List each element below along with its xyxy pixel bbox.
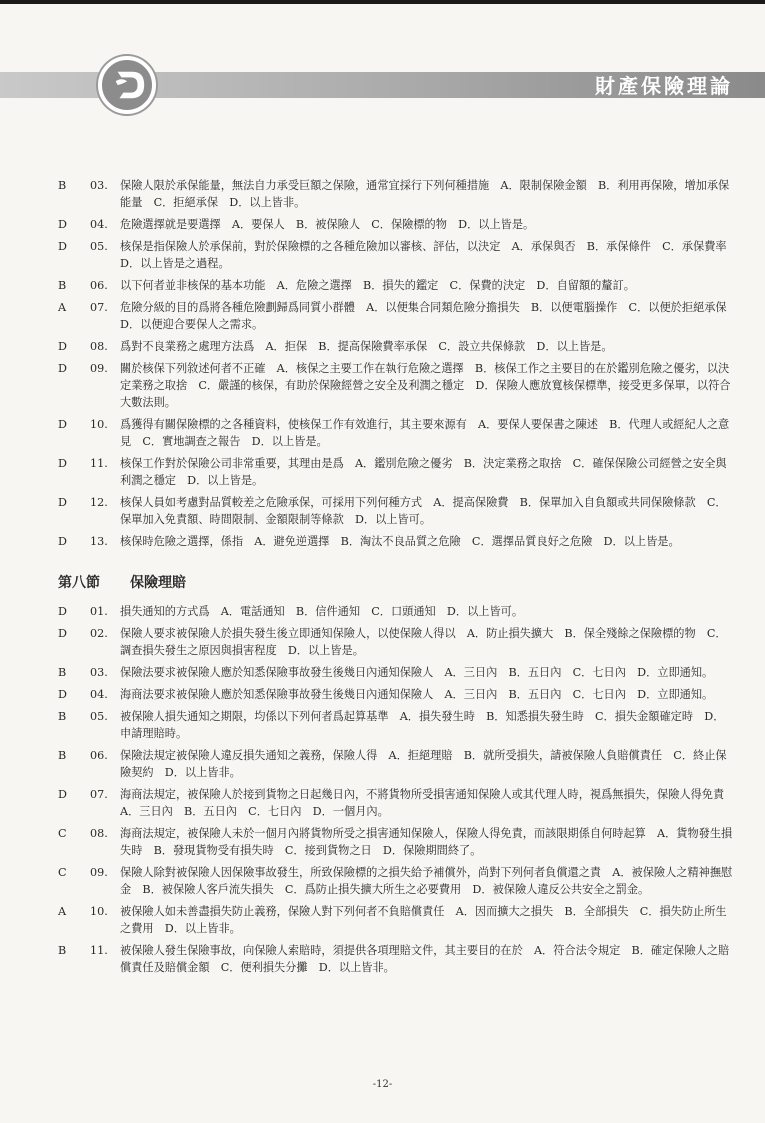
answer-key: D: [58, 457, 67, 470]
question-item: [58, 455, 734, 489]
question-item: [58, 338, 734, 355]
question-text: 關於核保下列敘述何者不正確 A．核保之主要工作在執行危險之選擇 B．核保工作之主要目的在於鑑別危險之優劣，以決定業務之取捨 C．嚴謹的核保，有助於保險經營之安全及利潤之穩定 D．保險人應放寬核保標準，接受更多保單，以符合大數法則。: [120, 362, 731, 409]
question-number: 11.: [90, 944, 108, 957]
answer-key: D: [58, 418, 67, 431]
question-number: 03.: [90, 666, 108, 679]
question-item: [58, 603, 734, 620]
answer-key: C: [58, 827, 67, 840]
question-item: [58, 299, 738, 333]
question-number: 12.: [90, 496, 108, 509]
answer-key: D: [58, 535, 67, 548]
question-number: 09.: [90, 362, 108, 375]
question-text: 損失通知的方式爲 A．電話通知 B．信件通知 C．口頭通知 D．以上皆可。: [120, 605, 524, 618]
answer-key: B: [58, 749, 67, 762]
question-text: 被保險人如未善盡損失防止義務，保險人對下列何者不負賠償責任 A．因而擴大之損失 B．全部損失 C．損失防止所生之費用 D．以上皆非。: [120, 905, 727, 935]
question-text: 被保險人損失通知之期限，均係以下列何者爲起算基準 A．損失發生時 B．知悉損失發生時 C．損失金額確定時 D．申請理賠時。: [120, 710, 725, 740]
answer-key: D: [58, 788, 67, 801]
question-item: [58, 494, 734, 528]
answer-key: B: [58, 179, 67, 192]
answer-key: C: [58, 866, 67, 879]
question-text: 海商法規定，被保險人未於一個月內將貨物所受之損害通知保險人，保險人得免責，而該限期係自何時起算 A．貨物發生損失時 B．發現貨物受有損失時 C．接到貨物之日 D．保險期間終了。: [120, 827, 733, 857]
question-number: 06.: [90, 279, 108, 292]
question-item: [58, 942, 734, 976]
dragon-logo-icon: [98, 56, 156, 114]
question-text: 核保人員如考慮對品質較差之危險承保，可採用下列何種方式 A．提高保險費 B．保單加入自負額或共同保險條款 C．保單加入免責額、時間限制、金額限制等條款 D．以上皆可。: [120, 496, 727, 526]
question-number: 13.: [90, 535, 108, 548]
question-list-part1: [58, 177, 738, 550]
question-text: 以下何者並非核保的基本功能 A．危險之選擇 B．損失的鑑定 C．保費的決定 D．自留額的釐訂。: [120, 279, 635, 292]
question-text: 海商法規定，被保險人於接到貨物之日起幾日內，不將貨物所受損害通知保險人或其代理人時，視爲無損失，保險人得免責 A．三日內 B．五日內 C．七日內 D．一個月內。: [120, 788, 736, 818]
section-number: 第八節: [58, 575, 100, 591]
question-item: [58, 664, 734, 681]
question-text: 爲獲得有關保險標的之各種資料，使核保工作有效進行，其主要來源有 A．要保人要保書之陳述 B．代理人或經紀人之意見 C．實地調查之報告 D．以上皆是。: [120, 418, 730, 448]
question-number: 08.: [90, 340, 108, 353]
question-item: [58, 625, 734, 659]
question-item: [58, 416, 734, 450]
question-item: [58, 903, 734, 937]
answer-key: D: [58, 627, 67, 640]
answer-key: B: [58, 944, 67, 957]
question-number: 04.: [90, 688, 108, 701]
question-number: 05.: [90, 710, 108, 723]
question-text: 保險人除對被保險人因保險事故發生，所致保險標的之損失給予補償外，尚對下列何者負償還之責 A．被保險人之精神撫慰金 B．被保險人客戶流失損失 C．爲防止損失擴大所生之必要費用 D．被保險人違反公共安全之罰金。: [120, 866, 733, 896]
page-header-title: 財產保險理論: [595, 74, 733, 98]
answer-key: D: [58, 240, 67, 253]
question-item: [58, 216, 734, 233]
question-item: [58, 825, 734, 859]
question-item: [58, 747, 734, 781]
question-number: 02.: [90, 627, 108, 640]
question-item: [58, 360, 734, 411]
answer-key: A: [58, 905, 67, 918]
answer-key: D: [58, 362, 67, 375]
answer-key: B: [58, 666, 67, 679]
question-number: 04.: [90, 218, 108, 231]
question-text: 保險法規定被保險人違反損失通知之義務，保險人得 A．拒絕理賠 B．就所受損失，請被保險人負賠償責任 C．終止保險契約 D．以上皆非。: [120, 749, 727, 779]
question-number: 08.: [90, 827, 108, 840]
question-item: [58, 177, 734, 211]
question-text: 保險人要求被保險人於損失發生後立即通知保險人，以使保險人得以 A．防止損失擴大 B．保全殘餘之保險標的物 C．調查損失發生之原因與損害程度 D．以上皆是。: [120, 627, 727, 657]
question-number: 05.: [90, 240, 108, 253]
section-heading: [58, 572, 734, 592]
question-text: 危險選擇就是要選擇 A．要保人 B．被保險人 C．保險標的物 D．以上皆是。: [120, 218, 535, 231]
question-text: 海商法要求被保險人應於知悉保險事故發生後幾日內通知保險人 A．三日內 B．五日內 C．七日內 D．立即通知。: [120, 688, 714, 701]
question-number: 07.: [90, 301, 108, 314]
question-text: 核保是指保險人於承保前，對於保險標的之各種危險加以審核、評估，以決定 A．承保與否 B．承保條件 C．承保費率 D．以上皆是之過程。: [120, 240, 738, 270]
question-item: [58, 708, 734, 742]
answer-key: D: [58, 688, 67, 701]
answer-key: A: [58, 301, 67, 314]
question-number: 01.: [90, 605, 108, 618]
page-number: -12-: [372, 1079, 393, 1090]
answer-key: D: [58, 496, 67, 509]
answer-key: B: [58, 710, 67, 723]
question-text: 核保工作對於保險公司非常重要，其理由是爲 A．鑑別危險之優劣 B．決定業務之取捨 C．確保保險公司經營之安全與利潤之穩定 D．以上皆是。: [120, 457, 727, 487]
question-number: 07.: [90, 788, 108, 801]
question-number: 10.: [90, 905, 108, 918]
question-text: 爲對不良業務之處理方法爲 A．拒保 B．提高保險費率承保 C．設立共保條款 D．以上皆是。: [120, 340, 613, 353]
top-rule: [0, 0, 765, 4]
question-content: [58, 177, 738, 981]
question-item: [58, 864, 734, 898]
answer-key: D: [58, 605, 67, 618]
answer-key: D: [58, 340, 67, 353]
question-text: 保險人限於承保能量，無法自力承受巨額之保險，通常宜採行下列何種措施 A．限制保險金額 B．利用再保險，增加承保能量 C．拒絕承保 D．以上皆非。: [120, 179, 730, 209]
question-number: 03.: [90, 179, 108, 192]
question-item: [58, 533, 734, 550]
answer-key: D: [58, 218, 67, 231]
question-list-part2: [58, 603, 734, 976]
section-title: 保險理賠: [130, 575, 186, 591]
question-text: 保險法要求被保險人應於知悉保險事故發生後幾日內通知保險人 A．三日內 B．五日內 C．七日內 D．立即通知。: [120, 666, 714, 679]
answer-key: B: [58, 279, 67, 292]
question-text: 被保險人發生保險事故，向保險人索賠時，須提供各項理賠文件，其主要目的在於 A．符合法令規定 B．確定保險人之賠償責任及賠償金額 C．便利損失分攤 D．以上皆非。: [120, 944, 730, 974]
question-item: [58, 277, 734, 294]
question-text: 危險分級的目的爲將各種危險劃歸爲同質小群體 A．以便集合同類危險分擔損失 B．以便電腦操作 C．以便於拒絕承保 D．以便迎合要保人之需求。: [120, 301, 738, 331]
question-item: [58, 686, 734, 703]
question-text: 核保時危險之選擇，係指 A．避免逆選擇 B．淘汰不良品質之危險 C．選擇品質良好之危險 D．以上皆是。: [120, 535, 680, 548]
question-number: 11.: [90, 457, 108, 470]
question-item: [58, 786, 734, 820]
question-number: 06.: [90, 749, 108, 762]
question-number: 09.: [90, 866, 108, 879]
question-number: 10.: [90, 418, 108, 431]
question-item: [58, 238, 738, 272]
